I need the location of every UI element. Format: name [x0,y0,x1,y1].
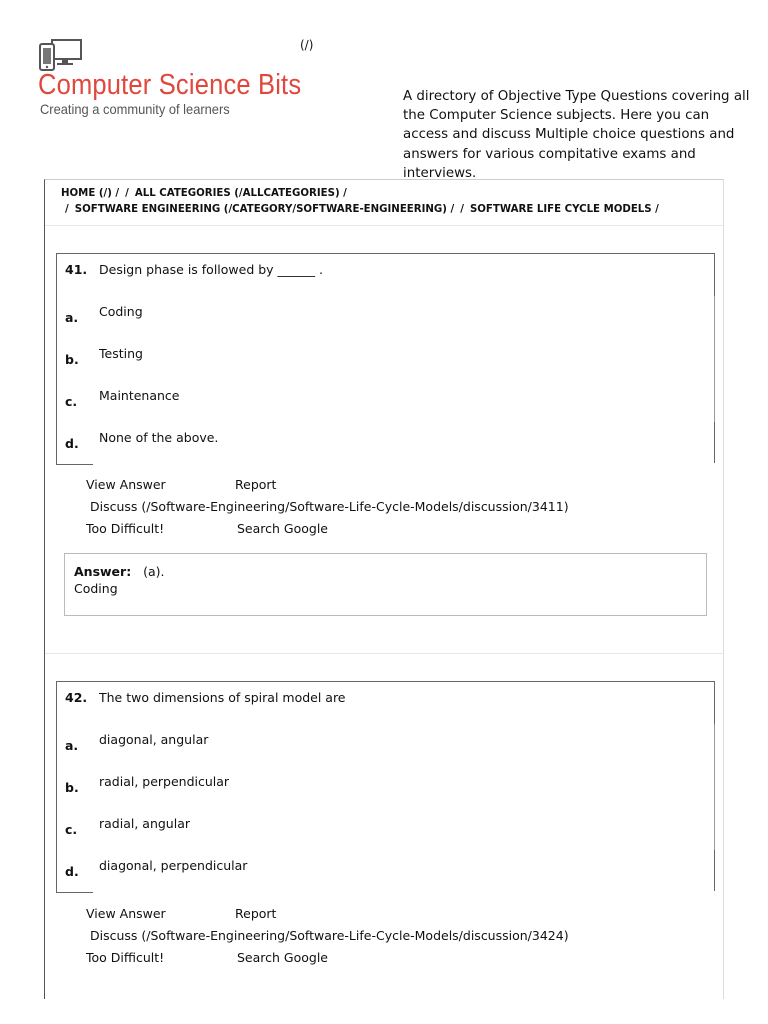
too-difficult-link[interactable]: Too Difficult! [86,521,165,536]
option-d[interactable] [57,850,714,892]
answer-panel [64,553,707,616]
question-actions [86,903,569,969]
option-label: c. [65,394,78,409]
option-a[interactable] [57,724,714,766]
option-c[interactable] [57,808,714,850]
question-card [56,681,715,893]
option-b[interactable] [57,766,714,808]
option-label: c. [65,822,78,837]
option-c[interactable] [57,380,714,422]
option-edge [714,766,715,808]
answer-choice: (a). [143,564,165,579]
breadcrumb [61,186,721,218]
option-text: radial, perpendicular [99,774,230,789]
discuss-link[interactable]: Discuss (/Software-Engineering/Software-Life-Cycle-Models/discussion/3424) [90,928,569,943]
option-edge [714,808,715,850]
report-link[interactable]: Report [235,477,277,492]
home-link[interactable]: (/) [300,38,314,52]
view-answer-link[interactable]: View Answer [86,906,166,921]
discuss-link[interactable]: Discuss (/Software-Engineering/Software-Life-Cycle-Models/discussion/3411) [90,499,569,514]
question-text: The two dimensions of spiral model are [99,690,346,705]
option-text: radial, angular [99,816,190,831]
question-row [57,682,714,724]
divider [45,225,723,226]
question-number: 41. [65,262,88,277]
card-border-gap [93,463,717,465]
option-label: b. [65,352,79,367]
question-row [57,254,714,296]
breadcrumb-all-categories-link[interactable]: ALL CATEGORIES (/ALLCATEGORIES) / [134,188,347,199]
question-card [56,253,715,465]
option-text: diagonal, perpendicular [99,858,248,873]
option-text: Testing [99,346,143,361]
option-edge [714,724,715,766]
option-text: None of the above. [99,430,219,445]
too-difficult-link[interactable]: Too Difficult! [86,950,165,965]
breadcrumb-separator: / [65,204,69,215]
intro-text: A directory of Objective Type Questions covering all the Computer Science subjects. Here you can access and discuss Multiple choice questions and answers for various compitative exams and interviews. [403,89,750,181]
option-d[interactable] [57,422,714,464]
question-text: Design phase is followed by ______ . [99,262,323,277]
option-text: diagonal, angular [99,732,209,747]
view-answer-link[interactable]: View Answer [86,477,166,492]
option-label: d. [65,864,79,879]
option-edge [714,338,715,380]
option-label: d. [65,436,79,451]
option-text: Maintenance [99,388,180,403]
question-actions [86,474,569,540]
answer-label: Answer: [74,564,132,579]
option-edge [714,380,715,422]
site-title[interactable]: Computer Science Bits [38,69,302,101]
breadcrumb-current[interactable]: SOFTWARE LIFE CYCLE MODELS / [469,204,659,215]
breadcrumb-home-link[interactable]: HOME (/) / [61,188,120,199]
site-tagline: Creating a community of learners [40,101,230,117]
search-google-link[interactable]: Search Google [237,521,328,536]
card-border-gap [93,891,717,893]
breadcrumb-software-engineering-link[interactable]: SOFTWARE ENGINEERING (/CATEGORY/SOFTWARE-ENGINEERING) / [74,204,455,215]
search-google-link[interactable]: Search Google [237,950,328,965]
question-number: 42. [65,690,88,705]
option-a[interactable] [57,296,714,338]
option-label: a. [65,310,79,325]
report-link[interactable]: Report [235,906,277,921]
option-edge [714,296,715,338]
option-b[interactable] [57,338,714,380]
divider [45,653,723,654]
breadcrumb-separator: / [125,188,129,199]
option-label: b. [65,780,79,795]
breadcrumb-separator: / [460,204,464,215]
answer-text: Coding [74,581,118,596]
computer-devices-icon [38,38,84,72]
option-text: Coding [99,304,143,319]
option-label: a. [65,738,79,753]
